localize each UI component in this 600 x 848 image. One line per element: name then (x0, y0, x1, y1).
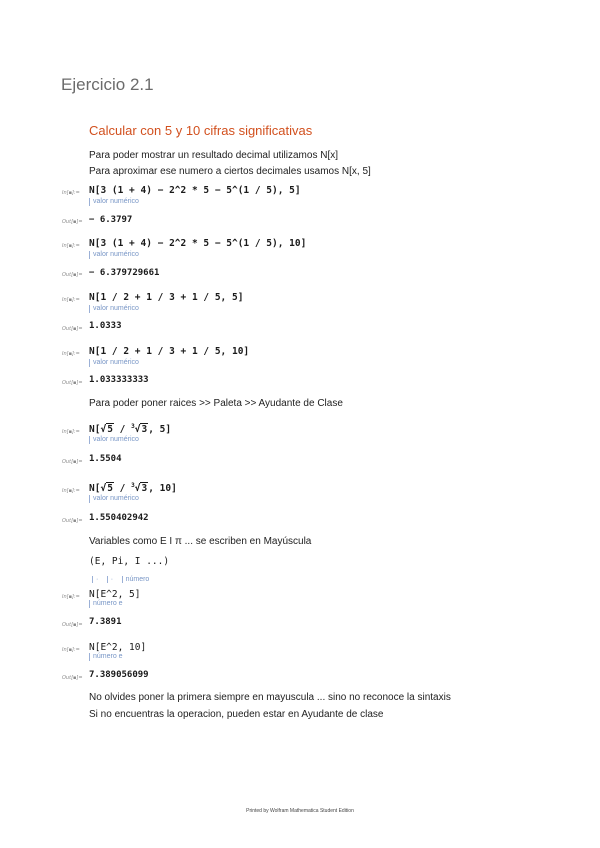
input-hint: valor numérico (89, 198, 139, 206)
input-label: In[▪]:= (62, 429, 80, 435)
hint-i: número (122, 576, 150, 583)
input-label: In[▪]:= (62, 351, 80, 357)
input-hint: valor numérico (89, 436, 139, 444)
input-hint: valor numérico (89, 305, 139, 313)
print-footer: Printed by Wolfram Mathematica Student Edition (246, 808, 354, 814)
output-cell: 7.3891 (89, 617, 122, 627)
input-cell[interactable] (89, 482, 177, 494)
variables-text: Variables como E I π ... se escriben en Mayúscula (89, 536, 312, 547)
code-prefix: N[ (89, 483, 101, 495)
input-cell[interactable]: N[3 (1 + 4) − 2^2 * 5 − 5^(1 / 5), 10] (89, 238, 307, 249)
output-cell: 1.033333333 (89, 375, 149, 385)
root-icon: √ (134, 483, 141, 495)
note-line-2: Si no encuentras la operacion, pueden estar en Ayudante de clase (89, 709, 384, 720)
output-cell: 1.550402942 (89, 513, 149, 523)
variables-code: (E, Pi, I ...) (89, 556, 170, 567)
radicand: 3 (141, 483, 148, 495)
input-cell[interactable]: N[E^2, 10] (89, 642, 147, 653)
page-title: Ejercicio 2.1 (61, 75, 154, 94)
root-icon: √ (134, 424, 141, 436)
output-cell: − 6.379729661 (89, 268, 160, 278)
input-label: In[▪]:= (62, 243, 80, 249)
output-label: Out[▪]= (62, 622, 83, 628)
input-label: In[▪]:= (62, 297, 80, 303)
input-label: In[▪]:= (62, 190, 80, 196)
intro-line-2: Para aproximar ese numero a ciertos decimales usamos N[x, 5] (89, 166, 371, 177)
sqrt-icon: √ (100, 424, 107, 436)
input-cell[interactable]: N[3 (1 + 4) − 2^2 * 5 − 5^(1 / 5), 5] (89, 185, 301, 196)
radicand: 5 (107, 483, 113, 495)
output-label: Out[▪]= (62, 219, 83, 225)
input-label: In[▪]:= (62, 488, 80, 494)
input-hint: número e (89, 653, 123, 661)
section-heading: Calcular con 5 y 10 cifras significativas (89, 123, 313, 138)
output-label: Out[▪]= (62, 518, 83, 524)
note-line-1: No olvides poner la primera siempre en mayuscula ... sino no reconoce la sintaxis (89, 692, 451, 703)
code-suffix: , 5] (148, 424, 172, 436)
output-label: Out[▪]= (62, 380, 83, 386)
code-prefix: N[ (89, 424, 101, 436)
radicand: 5 (107, 424, 113, 436)
input-cell[interactable]: N[E^2, 5] (89, 589, 141, 600)
output-label: Out[▪]= (62, 272, 83, 278)
input-label: In[▪]:= (62, 647, 80, 653)
root-index: 3 (131, 423, 135, 430)
radicand: 3 (141, 424, 148, 436)
input-hint: valor numérico (89, 359, 139, 367)
code-suffix: , 10] (148, 483, 177, 495)
input-cell[interactable] (89, 423, 171, 435)
output-label: Out[▪]= (62, 459, 83, 465)
variables-hints (92, 568, 149, 586)
intro-line-1: Para poder mostrar un resultado decimal utilizamos N[x] (89, 150, 338, 161)
divide-operator: / (113, 483, 132, 495)
output-cell: 1.0333 (89, 321, 122, 331)
input-hint: valor numérico (89, 251, 139, 259)
input-cell[interactable]: N[1 / 2 + 1 / 3 + 1 / 5, 10] (89, 346, 250, 357)
output-label: Out[▪]= (62, 326, 83, 332)
output-cell: 7.389056099 (89, 670, 149, 680)
output-cell: 1.5504 (89, 454, 122, 464)
input-label: In[▪]:= (62, 594, 80, 600)
hint-pi: · (107, 576, 113, 583)
hint-e: · (92, 576, 98, 583)
sqrt-icon: √ (100, 483, 107, 495)
root-index: 3 (131, 482, 135, 489)
output-cell: − 6.3797 (89, 215, 133, 225)
raices-text: Para poder poner raices >> Paleta >> Ayudante de Clase (89, 398, 343, 409)
input-hint: número e (89, 600, 123, 608)
output-label: Out[▪]= (62, 675, 83, 681)
divide-operator: / (113, 424, 132, 436)
input-cell[interactable]: N[1 / 2 + 1 / 3 + 1 / 5, 5] (89, 292, 244, 303)
input-hint: valor numérico (89, 495, 139, 503)
